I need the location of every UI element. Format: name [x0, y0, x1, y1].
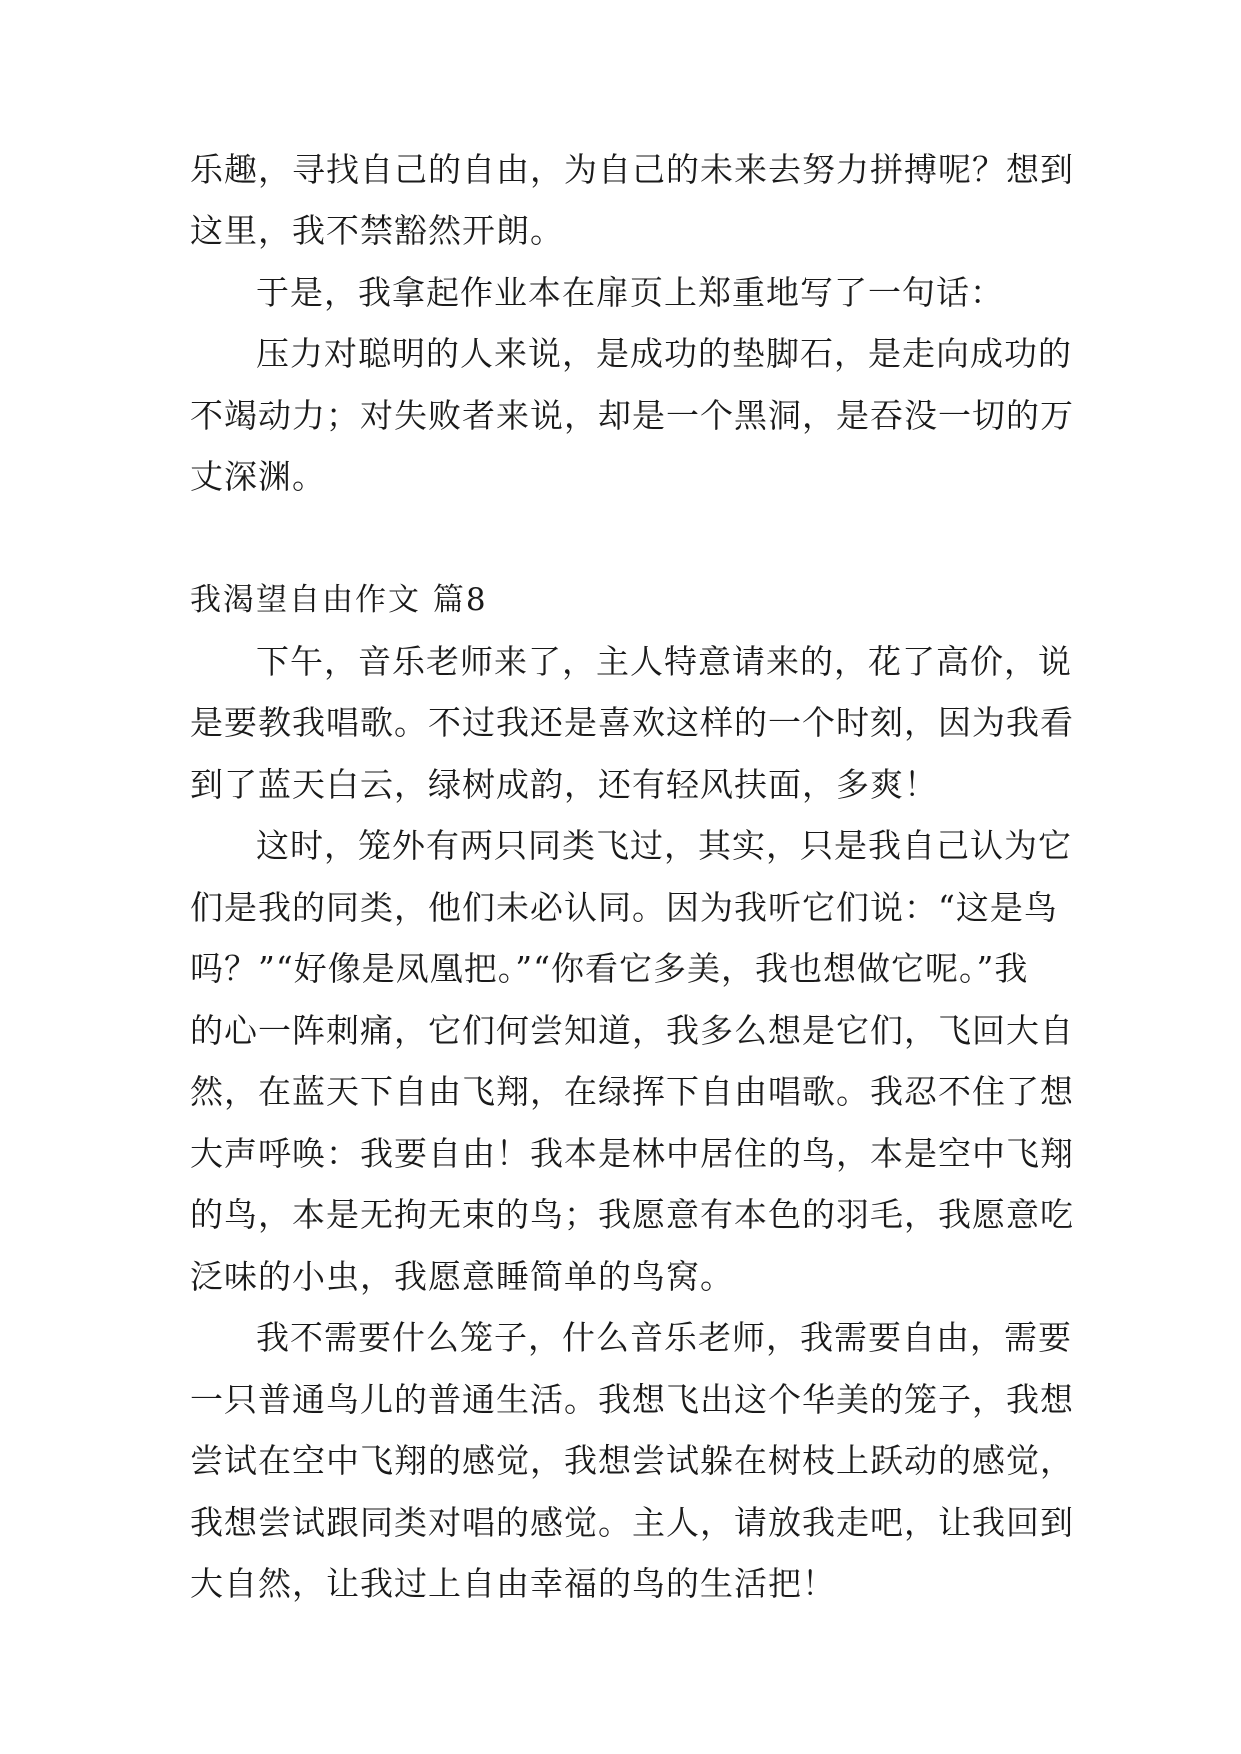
text-line: 是要教我唱歌。不过我还是喜欢这样的一个时刻，因为我看	[190, 703, 1074, 742]
text-line: 乐趣，寻找自己的自由，为自己的未来去努力拼搏呢？想到	[190, 150, 1074, 189]
text-line: 压力对聪明的人来说，是成功的垫脚石，是走向成功的	[256, 334, 1072, 373]
text-line: 我想尝试跟同类对唱的感觉。主人，请放我走吧，让我回到	[190, 1503, 1074, 1542]
text-line: 我不需要什么笼子，什么音乐老师，我需要自由，需要	[256, 1318, 1072, 1357]
text-line: 这时，笼外有两只同类飞过，其实，只是我自己认为它	[256, 826, 1072, 865]
text-line: 尝试在空中飞翔的感觉，我想尝试躲在树枝上跃动的感觉，	[190, 1441, 1074, 1480]
text-line: 泛味的小虫，我愿意睡简单的鸟窝。	[190, 1257, 734, 1296]
text-line: 们是我的同类，他们未必认同。因为我听它们说：“这是鸟	[190, 888, 1058, 927]
text-line: 的心一阵刺痛，它们何尝知道，我多么想是它们，飞回大自	[190, 1011, 1074, 1050]
text-line: 丈深渊。	[190, 457, 326, 496]
text-line: 大声呼唤：我要自由！我本是林中居住的鸟，本是空中飞翔	[190, 1134, 1074, 1173]
text-line: 大自然，让我过上自由幸福的鸟的生活把！	[190, 1564, 836, 1603]
text-line: 一只普通鸟儿的普通生活。我想飞出这个华美的笼子，我想	[190, 1380, 1074, 1419]
text-line: 于是，我拿起作业本在扉页上郑重地写了一句话：	[256, 273, 1004, 312]
section-heading: 我渴望自由作文 篇8	[190, 582, 488, 618]
text-line: 吗？”“好像是凤凰把。”“你看它多美，我也想做它呢。”我	[190, 949, 1029, 988]
text-line: 不竭动力；对失败者来说，却是一个黑洞，是吞没一切的万	[190, 396, 1074, 435]
text-line: 的鸟，本是无拘无束的鸟；我愿意有本色的羽毛，我愿意吃	[190, 1195, 1074, 1234]
text-line: 下午，音乐老师来了，主人特意请来的，花了高价，说	[256, 642, 1072, 681]
text-line: 这里，我不禁豁然开朗。	[190, 211, 564, 250]
text-line: 到了蓝天白云，绿树成韵，还有轻风扶面，多爽！	[190, 765, 938, 804]
text-line: 然，在蓝天下自由飞翔，在绿挥下自由唱歌。我忍不住了想	[190, 1072, 1074, 1111]
